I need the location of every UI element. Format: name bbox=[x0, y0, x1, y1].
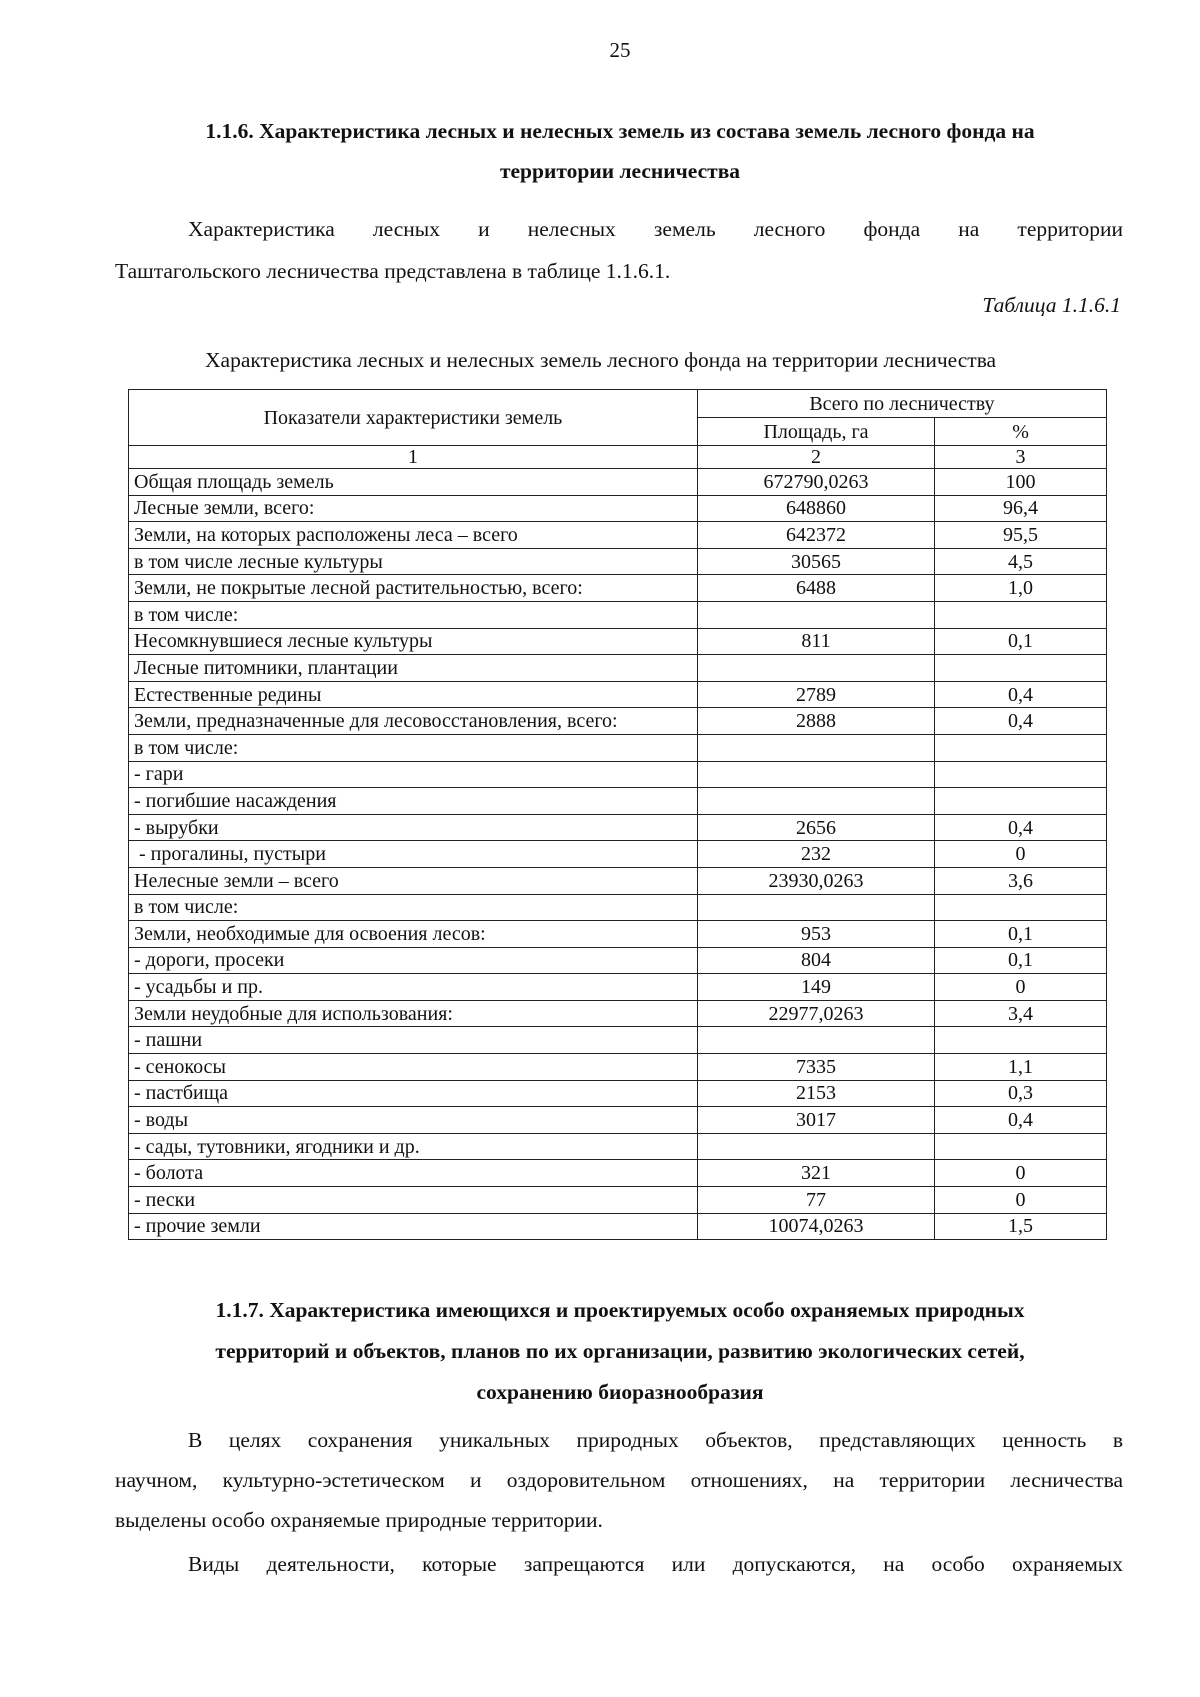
table-row bbox=[129, 1080, 1107, 1107]
row-area-cell: 3017 bbox=[697, 1107, 934, 1134]
row-name-cell: в том числе: bbox=[129, 894, 698, 921]
row-percent-cell: 0,3 bbox=[935, 1080, 1107, 1107]
row-percent-cell: 3,4 bbox=[935, 1000, 1107, 1027]
row-percent-cell: 0,4 bbox=[935, 1107, 1107, 1134]
table-row bbox=[129, 974, 1107, 1001]
row-area-cell: 10074,0263 bbox=[697, 1213, 934, 1240]
row-area-cell bbox=[697, 1133, 934, 1160]
heading-line: сохранению биоразнообразия bbox=[476, 1380, 764, 1404]
row-name-cell: - прочие земли bbox=[129, 1213, 698, 1240]
row-area-cell: 149 bbox=[697, 974, 934, 1001]
row-percent-cell: 1,5 bbox=[935, 1213, 1107, 1240]
row-percent-cell: 96,4 bbox=[935, 495, 1107, 522]
row-name-cell: - пастбища bbox=[129, 1080, 698, 1107]
row-name-cell: - прогалины, пустыри bbox=[129, 841, 698, 868]
row-name-cell: - погибшие насаждения bbox=[129, 788, 698, 815]
table-row bbox=[129, 947, 1107, 974]
table-row bbox=[129, 921, 1107, 948]
table-row bbox=[129, 734, 1107, 761]
row-area-cell: 23930,0263 bbox=[697, 867, 934, 894]
section-1-1-6-heading bbox=[120, 111, 1120, 191]
row-name-cell: Лесные питомники, плантации bbox=[129, 655, 698, 682]
row-name-cell: - пашни bbox=[129, 1027, 698, 1054]
row-percent-cell: 95,5 bbox=[935, 522, 1107, 549]
row-percent-cell bbox=[935, 1133, 1107, 1160]
table-row bbox=[129, 708, 1107, 735]
row-area-cell bbox=[697, 655, 934, 682]
table-label: Таблица 1.1.6.1 bbox=[982, 293, 1121, 317]
paragraph-line: научном, культурно-эстетическом и оздоровительном отношениях, на территории лесничества bbox=[115, 1468, 1123, 1492]
paragraph-line: Характеристика лесных и нелесных земель лесного фонда на территории bbox=[188, 217, 1123, 241]
row-percent-cell: 0,1 bbox=[935, 921, 1107, 948]
table-row bbox=[129, 601, 1107, 628]
row-name-cell: Естественные редины bbox=[129, 681, 698, 708]
row-percent-cell: 0,4 bbox=[935, 814, 1107, 841]
header-area: Площадь, га bbox=[697, 418, 934, 446]
row-percent-cell: 0,4 bbox=[935, 681, 1107, 708]
row-area-cell: 2656 bbox=[697, 814, 934, 841]
protected-areas-paragraph bbox=[115, 1420, 1123, 1540]
heading-line: 1.1.7. Характеристика имеющихся и проектируемых особо охраняемых природных bbox=[215, 1298, 1025, 1322]
row-percent-cell: 0 bbox=[935, 841, 1107, 868]
row-percent-cell bbox=[935, 788, 1107, 815]
row-name-cell: - болота bbox=[129, 1160, 698, 1187]
row-area-cell: 804 bbox=[697, 947, 934, 974]
row-percent-cell: 0 bbox=[935, 974, 1107, 1001]
row-area-cell: 642372 bbox=[697, 522, 934, 549]
land-characteristics-table bbox=[128, 389, 1107, 1240]
row-percent-cell: 0 bbox=[935, 1187, 1107, 1214]
table-row bbox=[129, 814, 1107, 841]
row-name-cell: - вырубки bbox=[129, 814, 698, 841]
row-name-cell: в том числе лесные культуры bbox=[129, 548, 698, 575]
row-name-cell: Земли, необходимые для освоения лесов: bbox=[129, 921, 698, 948]
row-name-cell: Нелесные земли – всего bbox=[129, 867, 698, 894]
heading-line: территорий и объектов, планов по их организации, развитию экологических сетей, bbox=[215, 1339, 1025, 1363]
row-name-cell: - воды bbox=[129, 1107, 698, 1134]
table-row bbox=[129, 469, 1107, 496]
row-name-cell: Несомкнувшиеся лесные культуры bbox=[129, 628, 698, 655]
row-name-cell: - пески bbox=[129, 1187, 698, 1214]
row-percent-cell: 4,5 bbox=[935, 548, 1107, 575]
row-name-cell: Земли, на которых расположены леса – всего bbox=[129, 522, 698, 549]
intro-paragraph bbox=[115, 208, 1123, 292]
row-area-cell bbox=[697, 788, 934, 815]
row-name-cell: Земли неудобные для использования: bbox=[129, 1000, 698, 1027]
table-header-row bbox=[129, 390, 1107, 418]
row-percent-cell: 0 bbox=[935, 1160, 1107, 1187]
row-percent-cell: 1,1 bbox=[935, 1054, 1107, 1081]
table-row bbox=[129, 867, 1107, 894]
row-name-cell: в том числе: bbox=[129, 734, 698, 761]
paragraph-line: Виды деятельности, которые запрещаются или допускаются, на особо охраняемых bbox=[188, 1552, 1123, 1576]
row-percent-cell bbox=[935, 655, 1107, 682]
table-row bbox=[129, 1000, 1107, 1027]
row-area-cell: 77 bbox=[697, 1187, 934, 1214]
table-row bbox=[129, 788, 1107, 815]
paragraph-line: В целях сохранения уникальных природных объектов, представляющих ценность в bbox=[188, 1428, 1123, 1452]
row-area-cell: 648860 bbox=[697, 495, 934, 522]
row-area-cell: 6488 bbox=[697, 575, 934, 602]
row-percent-cell: 0,1 bbox=[935, 947, 1107, 974]
row-name-cell: - дороги, просеки bbox=[129, 947, 698, 974]
table-row bbox=[129, 1133, 1107, 1160]
row-name-cell: Земли, не покрытые лесной растительностью, всего: bbox=[129, 575, 698, 602]
row-area-cell: 2888 bbox=[697, 708, 934, 735]
table-row bbox=[129, 1187, 1107, 1214]
section-1-1-7-heading bbox=[120, 1290, 1120, 1413]
row-percent-cell: 0,1 bbox=[935, 628, 1107, 655]
table-row bbox=[129, 575, 1107, 602]
row-name-cell: Лесные земли, всего: bbox=[129, 495, 698, 522]
row-name-cell: - сады, тутовники, ягодники и др. bbox=[129, 1133, 698, 1160]
table-row bbox=[129, 1027, 1107, 1054]
row-area-cell: 672790,0263 bbox=[697, 469, 934, 496]
row-percent-cell bbox=[935, 1027, 1107, 1054]
paragraph-line: Таштагольского лесничества представлена в таблице 1.1.6.1. bbox=[115, 259, 671, 283]
table-row bbox=[129, 1107, 1107, 1134]
table-row bbox=[129, 761, 1107, 788]
row-area-cell: 953 bbox=[697, 921, 934, 948]
table-row bbox=[129, 681, 1107, 708]
row-area-cell: 232 bbox=[697, 841, 934, 868]
table-row bbox=[129, 522, 1107, 549]
table-row bbox=[129, 655, 1107, 682]
table-row bbox=[129, 1213, 1107, 1240]
row-percent-cell bbox=[935, 601, 1107, 628]
heading-line: территории лесничества bbox=[499, 159, 741, 183]
row-percent-cell bbox=[935, 734, 1107, 761]
table-row bbox=[129, 1054, 1107, 1081]
row-area-cell: 2789 bbox=[697, 681, 934, 708]
row-area-cell: 7335 bbox=[697, 1054, 934, 1081]
heading-line: 1.1.6. Характеристика лесных и нелесных земель из состава земель лесного фонда на bbox=[205, 119, 1035, 143]
row-area-cell: 2153 bbox=[697, 1080, 934, 1107]
row-area-cell: 30565 bbox=[697, 548, 934, 575]
table-row bbox=[129, 548, 1107, 575]
row-name-cell: - гари bbox=[129, 761, 698, 788]
column-number-row bbox=[129, 446, 1107, 469]
header-total: Всего по лесничеству bbox=[697, 390, 1106, 418]
row-area-cell bbox=[697, 761, 934, 788]
table-row bbox=[129, 495, 1107, 522]
row-area-cell bbox=[697, 894, 934, 921]
page-number: 25 bbox=[609, 38, 631, 62]
row-name-cell: - сенокосы bbox=[129, 1054, 698, 1081]
row-area-cell: 811 bbox=[697, 628, 934, 655]
row-area-cell: 22977,0263 bbox=[697, 1000, 934, 1027]
row-percent-cell: 3,6 bbox=[935, 867, 1107, 894]
row-percent-cell: 0,4 bbox=[935, 708, 1107, 735]
table-row bbox=[129, 1160, 1107, 1187]
row-area-cell: 321 bbox=[697, 1160, 934, 1187]
header-indicator: Показатели характеристики земель bbox=[129, 390, 698, 446]
table-row bbox=[129, 841, 1107, 868]
paragraph-line: выделены особо охраняемые природные территории. bbox=[115, 1508, 603, 1532]
column-number: 3 bbox=[935, 446, 1107, 469]
row-percent-cell bbox=[935, 761, 1107, 788]
row-area-cell bbox=[697, 734, 934, 761]
header-percent: % bbox=[935, 418, 1107, 446]
table-row bbox=[129, 894, 1107, 921]
row-name-cell: Земли, предназначенные для лесовосстановления, всего: bbox=[129, 708, 698, 735]
table-row bbox=[129, 628, 1107, 655]
row-percent-cell: 1,0 bbox=[935, 575, 1107, 602]
row-name-cell: - усадьбы и пр. bbox=[129, 974, 698, 1001]
column-number: 1 bbox=[129, 446, 698, 469]
row-name-cell: в том числе: bbox=[129, 601, 698, 628]
table-caption: Характеристика лесных и нелесных земель лесного фонда на территории лесничества bbox=[205, 348, 997, 372]
row-area-cell bbox=[697, 1027, 934, 1054]
row-percent-cell bbox=[935, 894, 1107, 921]
row-percent-cell: 100 bbox=[935, 469, 1107, 496]
column-number: 2 bbox=[697, 446, 934, 469]
row-name-cell: Общая площадь земель bbox=[129, 469, 698, 496]
activities-paragraph bbox=[115, 1545, 1123, 1583]
row-area-cell bbox=[697, 601, 934, 628]
